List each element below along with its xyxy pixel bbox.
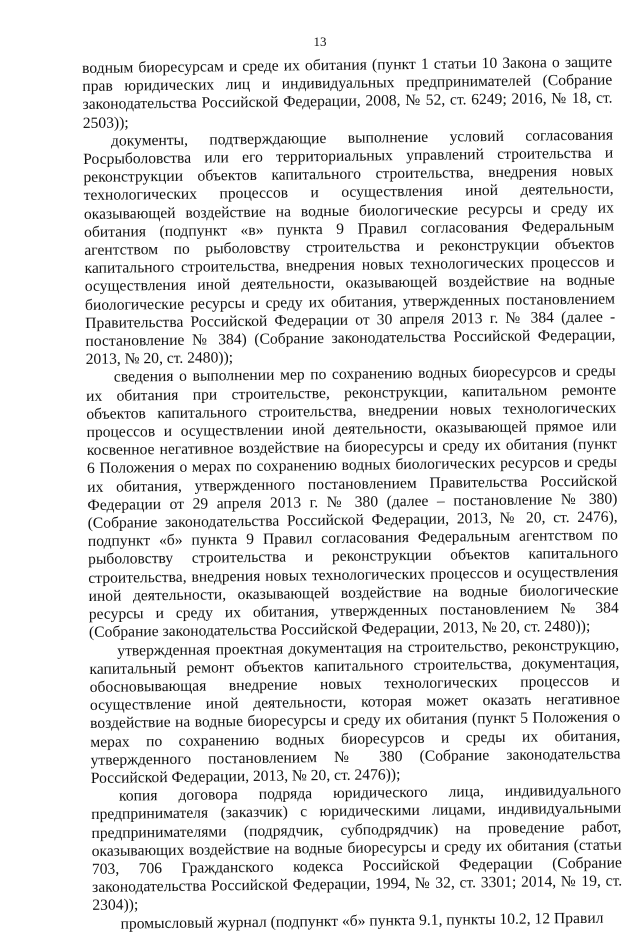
- paragraph-4: утвержденная проектная документация на строительство, реконструкцию, капитальный ремонт объектов капитального строительства, документация, обосновывающая внедрение новых технологических процессов и осуществление иной деятельности, которая может оказать негативное воздействие на водные биоресурсы и среду их обитания (пункт 5 Положения о мерах по сохранению водных биоресурсов и среды их обитания, утвержденного постановлением № 380 (Собрание законодательства Российской Федерации, 2013, № 20, ст. 2476));: [89, 635, 621, 787]
- paragraph-6: промысловый журнал (подпункт «б» пункта 9.1, пункты 10.2, 12 Правил: [120, 909, 604, 933]
- paragraph-3: сведения о выполнении мер по сохранению водных биоресурсов и среды их обитания при строительстве, реконструкции, капитальном ремонте объектов капитального строительства, внедрении новых технологических процессов и осуществлении иной деятельности, оказывающей прямое или косвенное негативное воздействие на биоресурсы и среду их обитания (пункт 6 Положения о мерах по сохранению водных биологических ресурсов и среды их обитания, утвержденного постановлением Правительства Российской Федерации от 29 апреля 2013 г. № 380 (далее – постановление № 380) (Собрание законодательства Российской Федерации, 2013, № 20, ст. 2476), подпункт «б» пункта 9 Правил согласования Федеральным агентством по рыболовству строительства и реконструкции объектов капитального строительства, внедрения новых технологических процессов и осуществления иной деятельности, оказывающей воздействие на водные биологические ресурсы и среду их обитания, утвержденных постановлением № 384 (Собрание законодательства Российской Федерации, 2013, № 20, ст. 2480));: [86, 362, 619, 642]
- paragraph-5: копия договора подряда юридического лица, индивидуального предпринимателя (заказчик) с юридическими лицами, индивидуальными предпринимателями (подрядчик, субподрядчик) на проведение работ, оказывающих воздействие на водные биоресурсы и среду их обитания (статьи 703, 706 Гражданского кодекса Российской Федерации (Собрание законодательства Российской Федерации, 1994, № 32, ст. 3301; 2014, № 19, ст. 2304));: [91, 781, 623, 915]
- paragraph-1: водным биоресурсам и среде их обитания (пункт 1 статьи 10 Закона о защите прав юридических лиц и индивидуальных предпринимателей (Собрание законодательства Российской Федерации, 2008, № 52, ст. 6249; 2016, № 18, ст. 2503));: [82, 53, 613, 132]
- document-body: [82, 54, 623, 934]
- page-number: 13: [313, 34, 327, 49]
- paragraph-2: документы, подтверждающие выполнение условий согласования Росрыболовства или его территориальных управлений строительства и реконструкции объектов капитального строительства, внедрения новых технологических процессов и осуществления иной деятельности, оказывающей воздействие на водные биологические ресурсы и среду их обитания (подпункт «в» пункта 9 Правил согласования Федеральным агентством по рыболовству строительства и реконструкции объектов капитального строительства, внедрения новых технологических процессов и осуществления иной деятельности, оказывающей воздействие на водные биологические ресурсы и среду их обитания, утвержденных постановлением Правительства Российской Федерации от 30 апреля 2013 г. № 384 (далее - постановление № 384) (Собрание законодательства Российской Федерации, 2013, № 20, ст. 2480));: [83, 126, 616, 369]
